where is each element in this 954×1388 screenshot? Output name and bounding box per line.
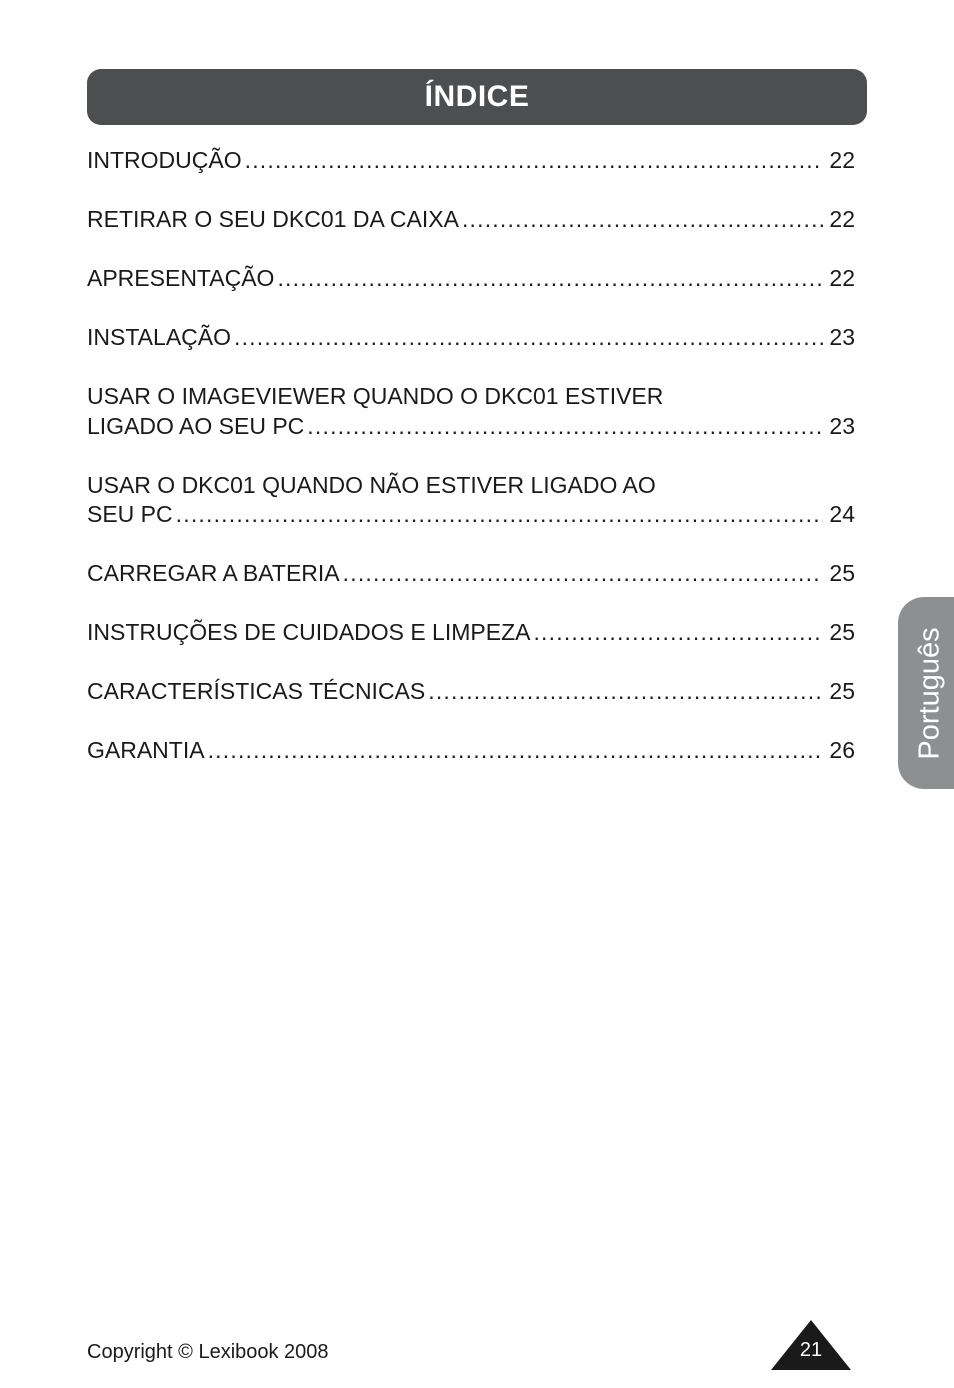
toc-entry[interactable] bbox=[87, 677, 855, 707]
toc-leader-dots bbox=[428, 677, 823, 707]
toc-leader-dots bbox=[208, 736, 824, 766]
toc-leader-dots bbox=[245, 146, 824, 176]
toc-entry-page: 24 bbox=[829, 501, 855, 527]
toc-entry[interactable] bbox=[87, 471, 855, 530]
toc-entry-page: 23 bbox=[829, 412, 855, 439]
toc-leader-dots bbox=[462, 205, 823, 235]
toc-entry[interactable] bbox=[87, 618, 855, 648]
toc-leader-dots bbox=[343, 559, 824, 589]
toc-entry-page: 25 bbox=[829, 560, 855, 586]
toc-leader-dots bbox=[176, 500, 824, 530]
toc-entry-label: SEU PC bbox=[87, 501, 173, 527]
toc-entry[interactable] bbox=[87, 382, 855, 441]
page-title: ÍNDICE bbox=[424, 80, 530, 113]
toc-entry-label: INSTRUÇÕES DE CUIDADOS E LIMPEZA bbox=[87, 619, 531, 645]
toc-entry-page: 22 bbox=[829, 265, 855, 291]
toc-entry-label: CARACTERÍSTICAS TÉCNICAS bbox=[87, 678, 426, 704]
toc-entry-label: CARREGAR A BATERIA bbox=[87, 560, 340, 586]
toc-entry-label: RETIRAR O SEU DKC01 DA CAIXA bbox=[87, 206, 459, 232]
toc-leader-dots bbox=[533, 618, 823, 648]
toc-entry-page: 23 bbox=[829, 324, 855, 350]
toc-entry-page: 22 bbox=[829, 206, 855, 232]
toc-entry-page: 26 bbox=[829, 737, 855, 763]
toc-entry-page: 25 bbox=[829, 619, 855, 645]
toc-entry[interactable] bbox=[87, 736, 855, 766]
toc-entry-label: INSTALAÇÃO bbox=[87, 324, 231, 350]
toc-entry-label: INTRODUÇÃO bbox=[87, 147, 242, 173]
language-tab-label: Português bbox=[913, 626, 946, 760]
toc-entry-page: 25 bbox=[829, 678, 855, 704]
toc-entry[interactable] bbox=[87, 264, 855, 294]
copyright-notice: Copyright © Lexibook 2008 bbox=[87, 1341, 329, 1363]
toc-leader-dots bbox=[277, 264, 823, 294]
toc-entry[interactable] bbox=[87, 559, 855, 589]
page-number: 21 bbox=[799, 1339, 823, 1361]
toc-entry-first-line: USAR O DKC01 QUANDO NÃO ESTIVER LIGADO AO bbox=[87, 471, 656, 498]
title-bar bbox=[87, 69, 867, 125]
language-tab bbox=[898, 597, 954, 789]
toc-entry-label: LIGADO AO SEU PC bbox=[87, 412, 305, 439]
toc-entry-label: GARANTIA bbox=[87, 737, 205, 763]
toc-entry[interactable] bbox=[87, 205, 855, 235]
toc-entry-page: 22 bbox=[829, 147, 855, 173]
toc-entry[interactable] bbox=[87, 146, 855, 176]
toc-entry[interactable] bbox=[87, 323, 855, 353]
toc-entry-label: APRESENTAÇÃO bbox=[87, 265, 275, 291]
table-of-contents bbox=[87, 146, 855, 795]
toc-leader-dots bbox=[234, 323, 823, 353]
toc-entry-first-line: USAR O IMAGEVIEWER QUANDO O DKC01 ESTIVER bbox=[87, 383, 664, 409]
toc-leader-dots bbox=[307, 412, 823, 442]
